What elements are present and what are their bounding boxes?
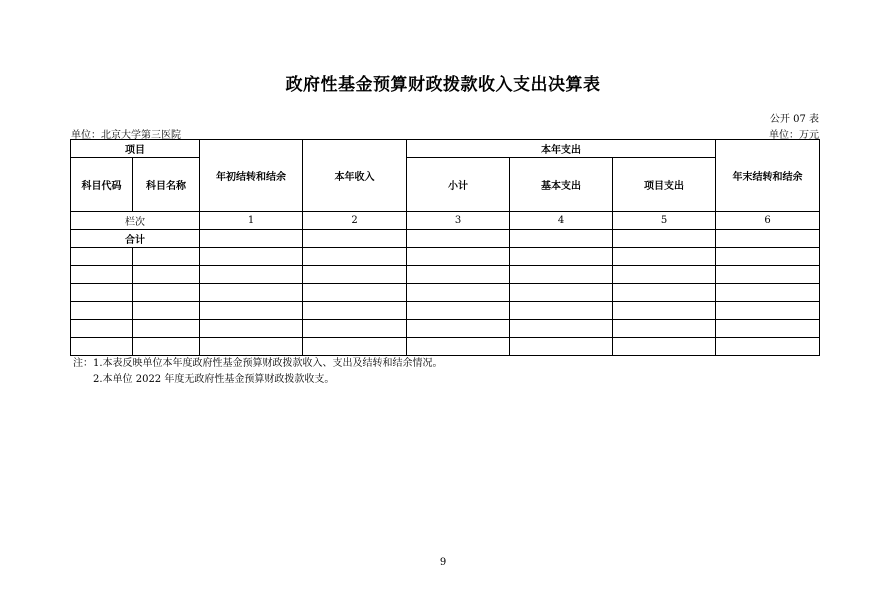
table-cell: [200, 248, 303, 266]
table-cell: [613, 248, 716, 266]
header-basic: 基本支出: [510, 158, 613, 212]
index-row: [71, 212, 820, 230]
footnotes: [73, 356, 443, 388]
index-cell: 3: [407, 212, 510, 230]
table-cell: [200, 302, 303, 320]
table-cell: [133, 320, 200, 338]
header-expense: 本年支出: [407, 140, 716, 158]
header-code: 科目代码: [71, 158, 133, 212]
table-cell: [71, 338, 133, 356]
form-number: 公开 07 表: [769, 114, 819, 125]
index-cell: 2: [303, 212, 407, 230]
table-cell: [303, 284, 407, 302]
unit-currency: 单位：万元: [769, 130, 819, 141]
table-cell: [303, 266, 407, 284]
table-cell: [407, 320, 510, 338]
table-cell: [510, 266, 613, 284]
table-cell: [407, 302, 510, 320]
table-row: [71, 284, 820, 302]
table-cell: [510, 230, 613, 248]
table-cell: [133, 284, 200, 302]
table-cell: [71, 302, 133, 320]
index-cell: 1: [200, 212, 303, 230]
table-cell: [510, 320, 613, 338]
table-cell: [133, 302, 200, 320]
table-cell: [716, 284, 820, 302]
unit-organization: 单位：北京大学第三医院: [71, 130, 181, 141]
table-cell: [716, 266, 820, 284]
index-label: 栏次: [71, 212, 200, 230]
page-title: 政府性基金预算财政拨款收入支出决算表: [285, 75, 601, 95]
table-cell: [303, 320, 407, 338]
table-row: [71, 338, 820, 356]
table-cell: [407, 266, 510, 284]
header-name: 科目名称: [133, 158, 200, 212]
table-cell: [613, 320, 716, 338]
header-item: 项目: [71, 140, 200, 158]
budget-table: [70, 139, 820, 356]
table-cell: [133, 248, 200, 266]
table-cell: [200, 338, 303, 356]
table-cell: [407, 284, 510, 302]
table-cell: [613, 338, 716, 356]
table-cell: [200, 266, 303, 284]
table-row: [71, 320, 820, 338]
table-cell: [510, 248, 613, 266]
table-cell: [303, 302, 407, 320]
header-income: 本年收入: [303, 140, 407, 212]
table-row: [71, 248, 820, 266]
table-cell: [303, 248, 407, 266]
header-project: 项目支出: [613, 158, 716, 212]
table-cell: [716, 230, 820, 248]
table-cell: [407, 338, 510, 356]
table-cell: [716, 302, 820, 320]
footnote-1: 注：1.本表反映单位本年度政府性基金预算财政拨款收入、支出及结转和结余情况。: [73, 358, 443, 369]
table-cell: [716, 320, 820, 338]
table-cell: [613, 302, 716, 320]
table-cell: [303, 230, 407, 248]
table-cell: [613, 230, 716, 248]
table-cell: [613, 284, 716, 302]
footnote-2: 2.本单位 2022 年度无政府性基金预算财政拨款收支。: [93, 374, 335, 385]
table-cell: [716, 248, 820, 266]
table-cell: [71, 284, 133, 302]
total-row: [71, 230, 820, 248]
index-cell: 4: [510, 212, 613, 230]
table-cell: [510, 284, 613, 302]
table-cell: [200, 320, 303, 338]
table-cell: [510, 302, 613, 320]
table-cell: [71, 266, 133, 284]
table-cell: [407, 230, 510, 248]
table-cell: [716, 338, 820, 356]
header-subtotal: 小计: [407, 158, 510, 212]
page-number: 9: [439, 557, 447, 568]
table-cell: [133, 338, 200, 356]
table-cell: [510, 338, 613, 356]
header-begin-balance: 年初结转和结余: [200, 140, 303, 212]
table-row: [71, 302, 820, 320]
total-label: 合计: [71, 230, 200, 248]
index-cell: 5: [613, 212, 716, 230]
table-cell: [407, 248, 510, 266]
table-cell: [200, 230, 303, 248]
index-cell: 6: [716, 212, 820, 230]
table-cell: [200, 284, 303, 302]
table-cell: [71, 320, 133, 338]
table-cell: [71, 248, 133, 266]
table-cell: [133, 266, 200, 284]
table-row: [71, 266, 820, 284]
table-cell: [303, 338, 407, 356]
header-end-balance: 年末结转和结余: [716, 140, 820, 212]
table-cell: [613, 266, 716, 284]
